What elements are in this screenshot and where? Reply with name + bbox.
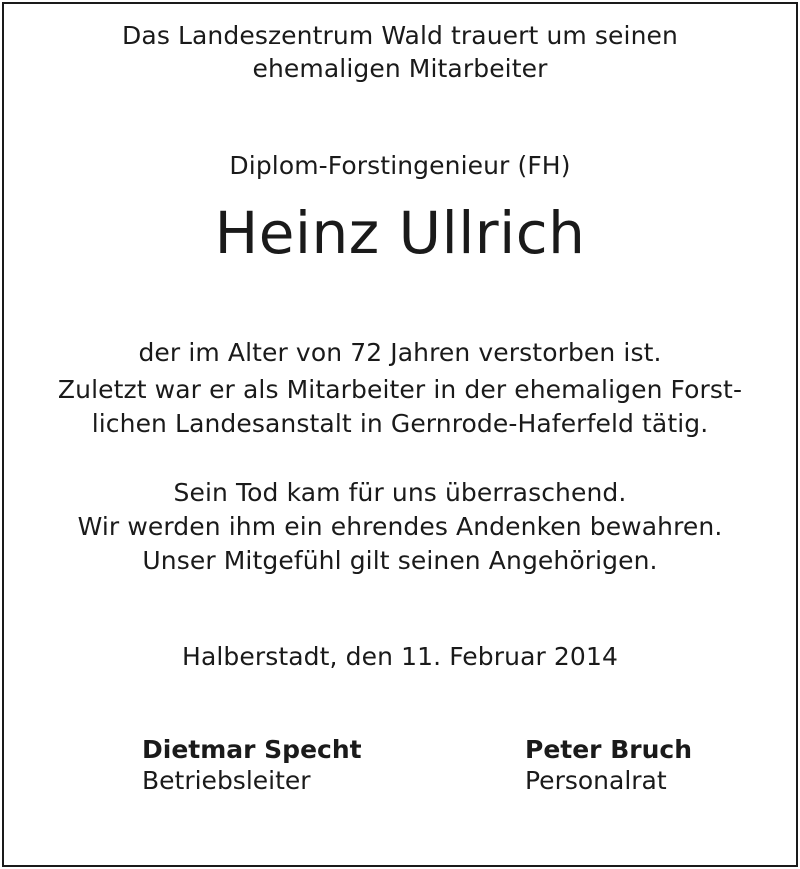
- place-and-date: Halberstadt, den 11. Februar 2014: [182, 642, 618, 671]
- signatory-1-name: Dietmar Specht: [142, 735, 362, 764]
- deceased-title: Diplom-Forstingenieur (FH): [229, 151, 571, 180]
- body-line-2: Zuletzt war er als Mitarbeiter in der ehemaligen Forst-: [57, 375, 743, 404]
- condolence-line-1: Sein Tod kam für uns überraschend.: [173, 478, 627, 507]
- body-line-1: der im Alter von 72 Jahren verstorben ist.: [138, 338, 662, 367]
- intro-line-1: Das Landeszentrum Wald trauert um seinen: [122, 21, 678, 50]
- body-line-3: lichen Landesanstalt in Gernrode-Haferfeld tätig.: [91, 409, 709, 438]
- deceased-name: Heinz Ullrich: [214, 199, 586, 267]
- condolence-line-3: Unser Mitgefühl gilt seinen Angehörigen.: [142, 546, 658, 575]
- signatory-2-name: Peter Bruch: [525, 735, 693, 764]
- condolence-line-2: Wir werden ihm ein ehrendes Andenken bewahren.: [77, 512, 723, 541]
- signatory-2-role: Personalrat: [525, 766, 667, 795]
- intro-line-2: ehemaligen Mitarbeiter: [252, 54, 548, 83]
- signatory-1-role: Betriebsleiter: [142, 766, 311, 795]
